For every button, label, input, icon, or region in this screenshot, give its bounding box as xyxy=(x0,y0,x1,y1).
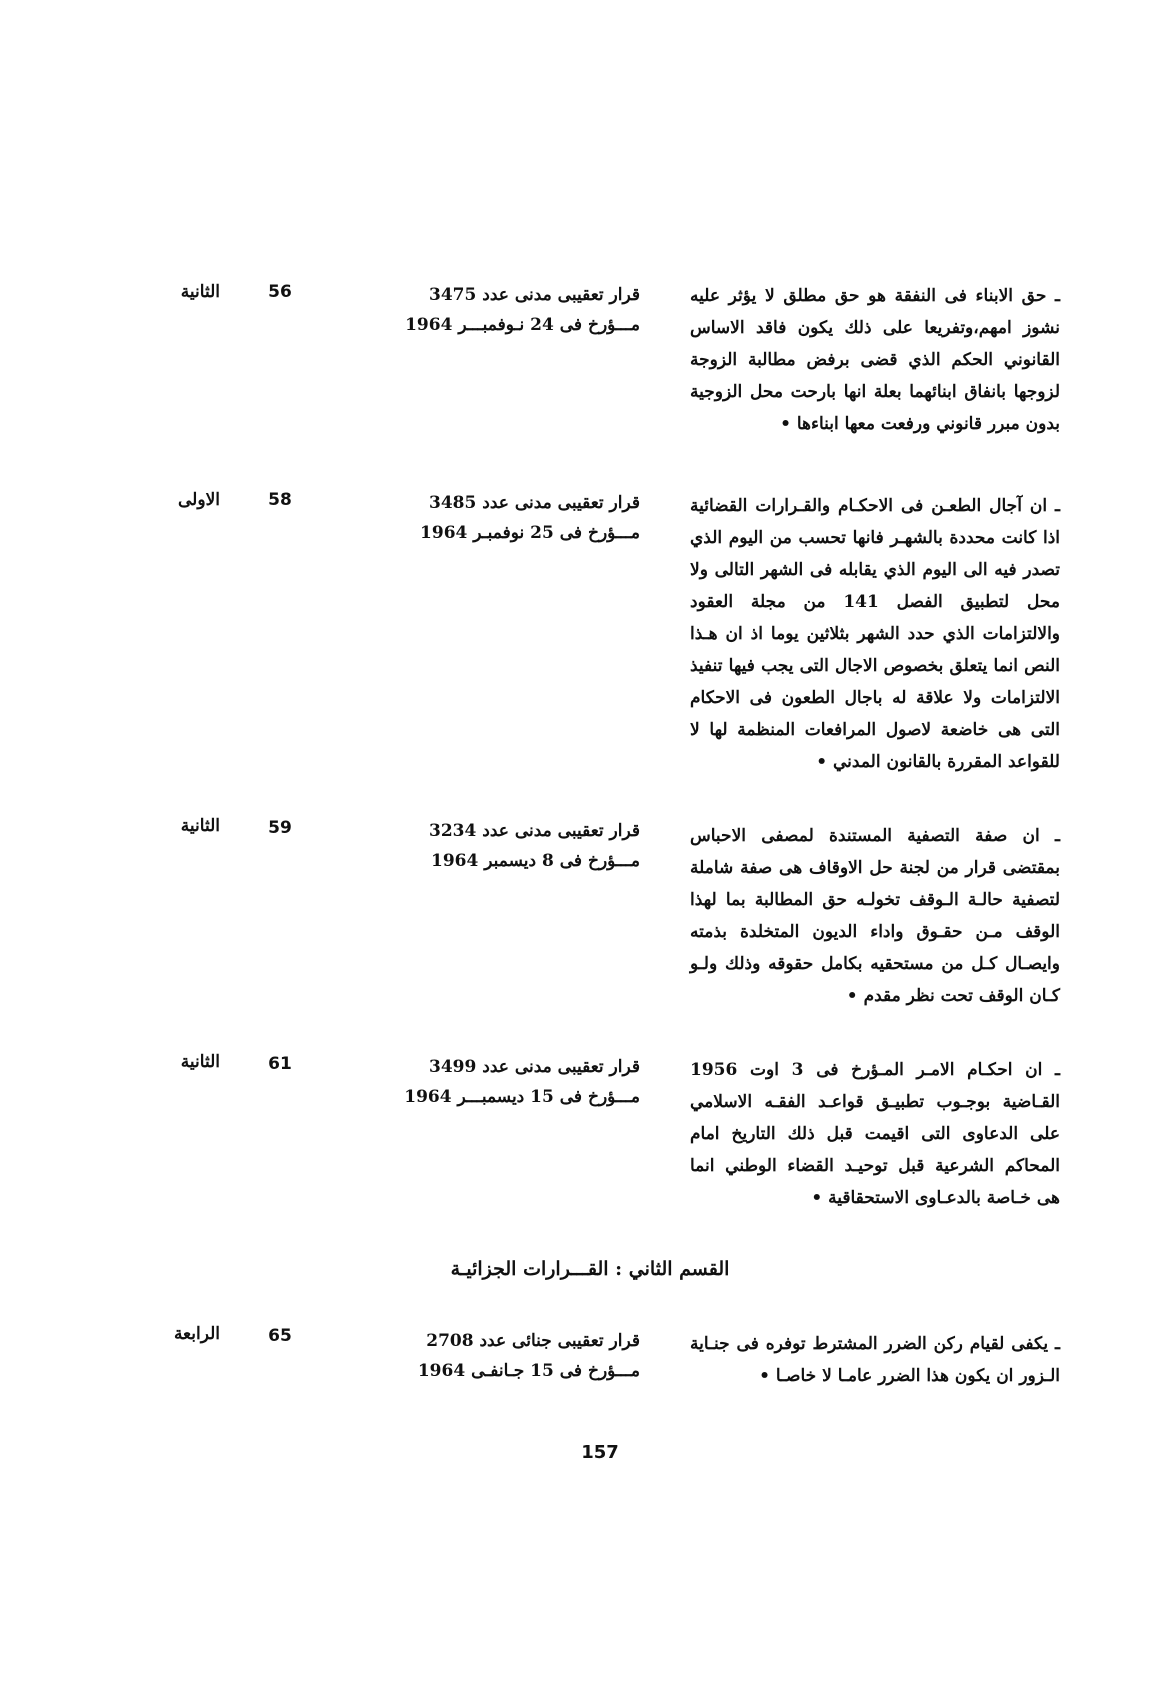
decision-number: قرار تعقيبى جنائى عدد 2708 xyxy=(426,1331,640,1351)
decision-number: قرار تعقيبى مدنى عدد 3475 xyxy=(429,285,640,305)
entry-page-number: 58 xyxy=(268,490,292,510)
decision-date: مـــؤرخ فى 15 جـانفـى 1964 xyxy=(417,1361,640,1381)
entry-chamber: الرابعة xyxy=(173,1324,220,1344)
page-number: 157 xyxy=(581,1442,619,1463)
decision-number: قرار تعقيبى مدنى عدد 3234 xyxy=(429,821,640,841)
entry-page-number: 59 xyxy=(268,818,292,838)
decision-date: مـــؤرخ فى 15 ديسمبـــر 1964 xyxy=(404,1087,640,1107)
decision-date: مـــؤرخ فى 8 ديسمبر 1964 xyxy=(431,851,640,871)
ruling-summary: ـ ان احكـام الامـر المـؤرخ فى 3 اوت 1956 القـاضية بوجـوب تطبيـق قواعـد الفقـه الاسلامي على الدعاوى التى اقيمت قبل ذلك التاريخ امام المحاكم الشرعية قبل توحيـد القضاء الوطني انما هى خـاصة بالدعـاوى الاستحقاقية • xyxy=(690,1060,1060,1208)
entry-chamber: الاولى xyxy=(178,490,220,510)
ruling-summary: ـ ان آجال الطعـن فى الاحكـام والقـرارات القضائية اذا كانت محددة بالشهـر فانها تحسب من اليوم الذي تصدر فيه الى اليوم الذي يقابله فى الشهر التالى ولا محل لتطبيق الفصل 141 من مجلة العقود والالتزامات الذي حدد الشهر بثلاثين يوما اذ ان هـذا النص انما يتعلق بخصوص الاجال التى يجب فيها تنفيذ الالتزامات ولا علاقة له باجال الطعون فى الاحكام التى هى خاضعة لاصول المرافعات المنظمة لها لا للقواعد المقررة بالقانون المدني • xyxy=(690,496,1061,772)
entry-page-number: 56 xyxy=(268,282,292,302)
decision-reference xyxy=(350,1052,640,1112)
decision-number: قرار تعقيبى مدنى عدد 3485 xyxy=(429,493,640,513)
ruling-summary: ـ حق الابناء فى النفقة هو حق مطلق لا يؤثر عليه نشوز امهم،وتفريعا على ذلك يكون فاقد الاساس القانوني الحكم الذي قضى برفض مطالبة الزوجة لزوجها بانفاق ابنائهما بعلة انها بارحت محل الزوجية بدون مبرر قانوني ورفعت معها ابناءها • xyxy=(690,286,1060,434)
decision-reference xyxy=(350,280,640,340)
entry-chamber: الثانية xyxy=(180,282,220,302)
decision-reference xyxy=(350,1326,640,1386)
entry-chamber: الثانية xyxy=(180,1052,220,1072)
entry-page-number: 61 xyxy=(268,1054,292,1074)
entry-chamber: الثانية xyxy=(180,816,220,836)
section-heading: القسم الثاني : القـــرارات الجزائيـة xyxy=(450,1258,730,1280)
decision-date: مـــؤرخ فى 24 نـوفمبـــر 1964 xyxy=(405,315,640,335)
decision-reference xyxy=(350,488,640,548)
decision-reference xyxy=(350,816,640,876)
decision-number: قرار تعقيبى مدنى عدد 3499 xyxy=(429,1057,640,1077)
ruling-summary: ـ ان صفة التصفية المستندة لمصفى الاحباس بمقتضى قرار من لجنة حل الاوقاف هى صفة شاملة لتصفية حالـة الـوقف تخولـه حق المطالبة بما لهذا الوقف مـن حقـوق واداء الديون المتخلدة بذمته وايصـال كـل من مستحقيه بكامل حقوقه وذلك ولـو كـان الوقف تحت نظر مقدم • xyxy=(690,826,1060,1006)
ruling-summary: ـ يكفى لقيام ركن الضرر المشترط توفره فى جنـاية الـزور ان يكون هذا الضرر عامـا لا خاصـا • xyxy=(690,1334,1060,1386)
decision-date: مـــؤرخ فى 25 نوفمبـر 1964 xyxy=(420,523,640,543)
entry-page-number: 65 xyxy=(268,1326,292,1346)
